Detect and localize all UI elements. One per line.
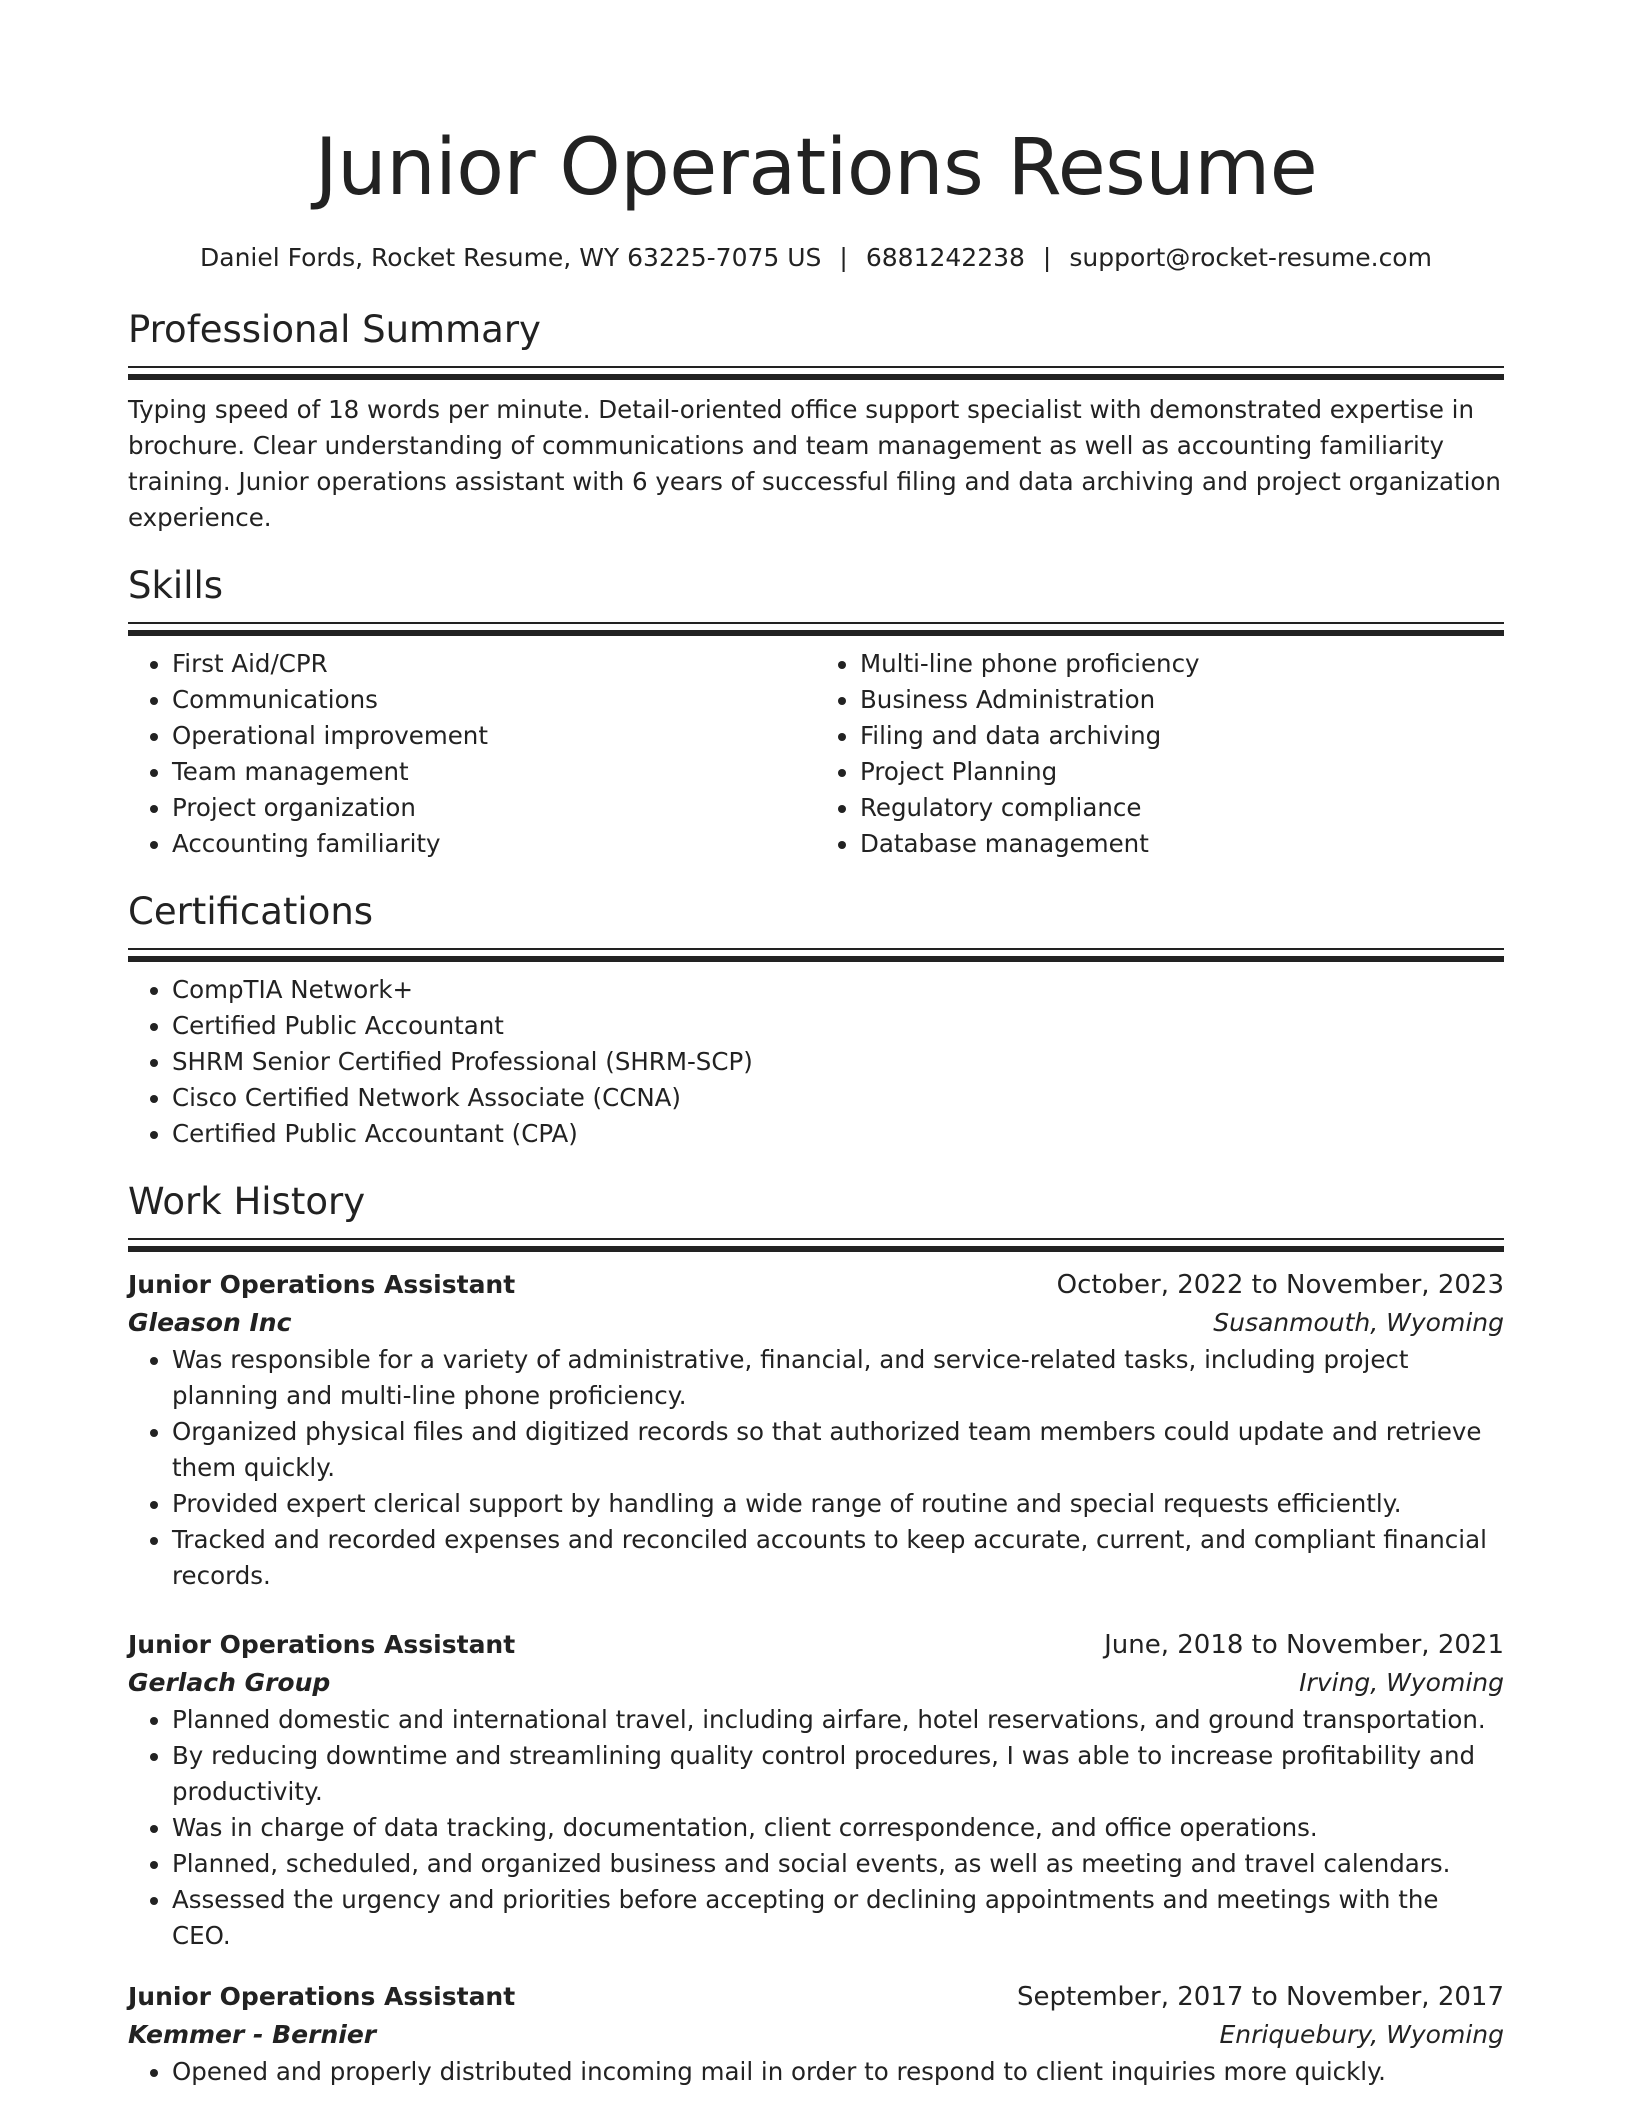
section-divider [128, 366, 1504, 380]
skill-item: • Multi-line phone proficiency [860, 646, 1504, 682]
job-bullet-list [128, 2054, 1504, 2090]
certification-item: • SHRM Senior Certified Professional (SHRM-SCP) [172, 1044, 1504, 1080]
job-company: Gerlach Group [128, 1668, 331, 1697]
job-entry [128, 1626, 1504, 1954]
job-bullet: • Provided expert clerical support by handling a wide range of routine and special requests efficiently. [172, 1486, 1504, 1522]
skill-item: • Business Administration [860, 682, 1504, 718]
contact-phone: 6881242238 [865, 243, 1025, 272]
skill-item: • Filing and data archiving [860, 718, 1504, 754]
section-divider [128, 948, 1504, 962]
skill-item: • Team management [172, 754, 816, 790]
section-heading-skills: Skills [128, 564, 224, 607]
certification-item: • CompTIA Network+ [172, 972, 1504, 1008]
job-bullet: • By reducing downtime and streamlining quality control procedures, I was able to increase profitability and productivity. [172, 1738, 1504, 1810]
contact-separator: | [1042, 243, 1052, 272]
skill-item: • First Aid/CPR [172, 646, 816, 682]
contact-address: Daniel Fords, Rocket Resume, WY 63225-7075 US [200, 243, 822, 272]
summary-text: Typing speed of 18 words per minute. Detail-oriented office support specialist with demonstrated expertise in brochure. Clear understanding of communications and team management as well as accounting familiarity training. Junior operations assistant with 6 years of successful filing and data archiving and project organization experience. [128, 395, 1501, 532]
job-bullet-list [128, 1342, 1504, 1594]
contact-line [128, 240, 1504, 276]
resume-title: Junior Operations Resume [314, 123, 1318, 213]
skills-section [128, 562, 1504, 862]
job-dates: June, 2018 to November, 2021 [1104, 1630, 1504, 1660]
job-bullet: • Assessed the urgency and priorities before accepting or declining appointments and meetings with the CEO. [172, 1882, 1504, 1954]
job-company: Kemmer - Bernier [128, 2020, 377, 2049]
job-dates: October, 2022 to November, 2023 [1056, 1270, 1504, 1300]
section-divider [128, 622, 1504, 636]
contact-email: support@rocket-resume.com [1069, 243, 1432, 272]
section-heading-certifications: Certifications [128, 890, 374, 933]
job-entry [128, 1978, 1504, 2090]
skill-item: • Regulatory compliance [860, 790, 1504, 826]
skill-item: • Operational improvement [172, 718, 816, 754]
resume-page [128, 0, 1504, 2090]
job-company: Gleason Inc [128, 1308, 292, 1337]
certification-item: • Cisco Certified Network Associate (CCNA) [172, 1080, 1504, 1116]
skill-item: • Communications [172, 682, 816, 718]
skills-column-left [128, 646, 816, 862]
job-bullet: • Was in charge of data tracking, documentation, client correspondence, and office operations. [172, 1810, 1504, 1846]
job-dates: September, 2017 to November, 2017 [1017, 1982, 1504, 2012]
skill-item: • Project Planning [860, 754, 1504, 790]
job-bullet: • Organized physical files and digitized records so that authorized team members could update and retrieve them quickly. [172, 1414, 1504, 1486]
job-location: Susanmouth, Wyoming [1213, 1308, 1504, 1337]
job-bullet: • Was responsible for a variety of administrative, financial, and service-related tasks, including project planning and multi-line phone proficiency. [172, 1342, 1504, 1414]
job-location: Enriquebury, Wyoming [1219, 2020, 1504, 2049]
skills-columns [128, 646, 1504, 862]
job-title: Junior Operations Assistant [128, 1270, 516, 1299]
contact-separator: | [839, 243, 848, 272]
job-bullet: • Opened and properly distributed incoming mail in order to respond to client inquiries more quickly. [172, 2054, 1504, 2090]
certification-item: • Certified Public Accountant (CPA) [172, 1116, 1504, 1152]
certifications-list [128, 972, 1504, 1152]
work-history-section [128, 1178, 1504, 2090]
section-heading-summary: Professional Summary [128, 308, 541, 351]
certifications-section [128, 888, 1504, 1152]
section-divider [128, 1238, 1504, 1252]
job-bullet: • Planned, scheduled, and organized business and social events, as well as meeting and travel calendars. [172, 1846, 1504, 1882]
skill-item: • Database management [860, 826, 1504, 862]
summary-section [128, 306, 1504, 536]
skill-item: • Accounting familiarity [172, 826, 816, 862]
job-bullet: • Planned domestic and international travel, including airfare, hotel reservations, and ground transportation. [172, 1702, 1504, 1738]
skill-item: • Project organization [172, 790, 816, 826]
job-bullet: • Tracked and recorded expenses and reconciled accounts to keep accurate, current, and compliant financial records. [172, 1522, 1504, 1594]
job-location: Irving, Wyoming [1299, 1668, 1504, 1697]
job-title: Junior Operations Assistant [128, 1982, 516, 2011]
certification-item: • Certified Public Accountant [172, 1008, 1504, 1044]
skills-column-right [816, 646, 1504, 862]
job-bullet-list [128, 1702, 1504, 1954]
job-title: Junior Operations Assistant [128, 1630, 516, 1659]
section-heading-work-history: Work History [128, 1180, 366, 1223]
job-entry [128, 1266, 1504, 1594]
